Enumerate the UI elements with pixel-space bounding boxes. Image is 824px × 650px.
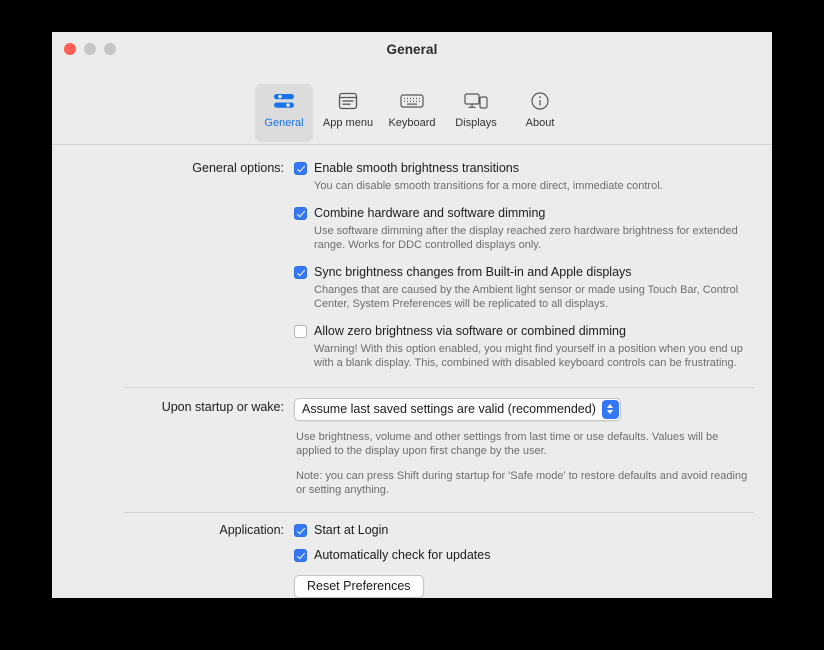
checkbox-row-combine-dimming[interactable] — [294, 206, 754, 221]
hint-combine-dimming: Use software dimming after the display reached zero hardware brightness for extended range. Works for DDC controlled displays only. — [314, 224, 738, 251]
tab-keyboard[interactable] — [383, 84, 441, 142]
window-title: General — [386, 42, 438, 57]
startup-popup-row[interactable] — [294, 398, 754, 421]
checkbox-row-sync-brightness[interactable] — [294, 265, 754, 280]
reset-preferences-button[interactable]: Reset Preferences — [294, 575, 424, 598]
general-options-label: General options: — [192, 161, 284, 175]
tab-app-menu-label: App menu — [322, 117, 374, 129]
chevron-updown-icon — [602, 400, 619, 419]
general-options-section — [52, 145, 772, 381]
startup-select[interactable] — [294, 398, 621, 421]
checkbox-smooth-transitions-label: Enable smooth brightness transitions — [314, 161, 519, 175]
checkbox-combine-dimming-label: Combine hardware and software dimming — [314, 205, 546, 220]
checkbox-start-at-login-label: Start at Login — [314, 522, 389, 537]
tab-displays[interactable] — [447, 84, 505, 142]
preferences-window — [52, 32, 772, 593]
sliders-icon — [272, 88, 296, 114]
tab-app-menu[interactable] — [319, 84, 377, 142]
info-circle-icon — [529, 88, 551, 114]
startup-label: Upon startup or wake: — [161, 399, 284, 414]
tab-keyboard-label: Keyboard — [388, 117, 436, 129]
checkbox-start-at-login[interactable] — [294, 524, 307, 537]
checkbox-row-auto-updates[interactable] — [294, 548, 754, 563]
menu-card-icon — [336, 88, 360, 114]
divider-1 — [124, 387, 754, 388]
hint-smooth-transitions: You can disable smooth transitions for a more direct, immediate control. — [314, 180, 663, 192]
checkbox-row-start-at-login[interactable] — [294, 523, 754, 538]
checkbox-zero-brightness-label: Allow zero brightness via software or combined dimming — [314, 323, 626, 338]
title-bar — [52, 32, 772, 84]
checkbox-combine-dimming[interactable] — [294, 207, 307, 220]
hint-sync-brightness: Changes that are caused by the Ambient light sensor or made using Touch Bar, Control Center, System Preferences will be replicated to all displays. — [314, 283, 739, 310]
checkbox-auto-updates[interactable] — [294, 549, 307, 562]
checkbox-row-smooth-transitions[interactable] — [294, 161, 754, 176]
divider-2 — [124, 512, 754, 513]
startup-section — [52, 398, 772, 506]
application-label: Application: — [219, 522, 284, 537]
preferences-content — [52, 145, 772, 598]
keyboard-icon — [399, 88, 425, 114]
checkbox-row-zero-brightness[interactable] — [294, 324, 754, 339]
application-section — [52, 523, 772, 598]
tab-displays-label: Displays — [455, 117, 497, 129]
checkbox-sync-brightness[interactable] — [294, 266, 307, 279]
tab-about[interactable] — [511, 84, 569, 142]
toolbar — [52, 84, 772, 145]
checkbox-auto-updates-label: Automatically check for updates — [314, 547, 491, 562]
checkbox-zero-brightness[interactable] — [294, 325, 307, 338]
tab-general[interactable] — [255, 84, 313, 142]
tab-about-label: About — [525, 117, 555, 129]
hint-zero-brightness: Warning! With this option enabled, you might find yourself in a position when you end up with a blank display. This, combined with disabled keyboard controls can be frustrating. — [314, 342, 743, 369]
displays-icon — [463, 88, 489, 114]
hint-startup-1: Use brightness, volume and other settings from last time or use defaults. Values will be applied to the display upon first change by the user. — [296, 430, 719, 457]
checkbox-smooth-transitions[interactable] — [294, 162, 307, 175]
hint-startup-2: Note: you can press Shift during startup for 'Safe mode' to restore defaults and avoid reading or setting anything. — [296, 469, 748, 496]
startup-select-value: Assume last saved settings are valid (recommended) — [302, 402, 596, 416]
checkbox-sync-brightness-label: Sync brightness changes from Built-in and Apple displays — [314, 264, 632, 279]
tab-general-label: General — [264, 117, 304, 129]
